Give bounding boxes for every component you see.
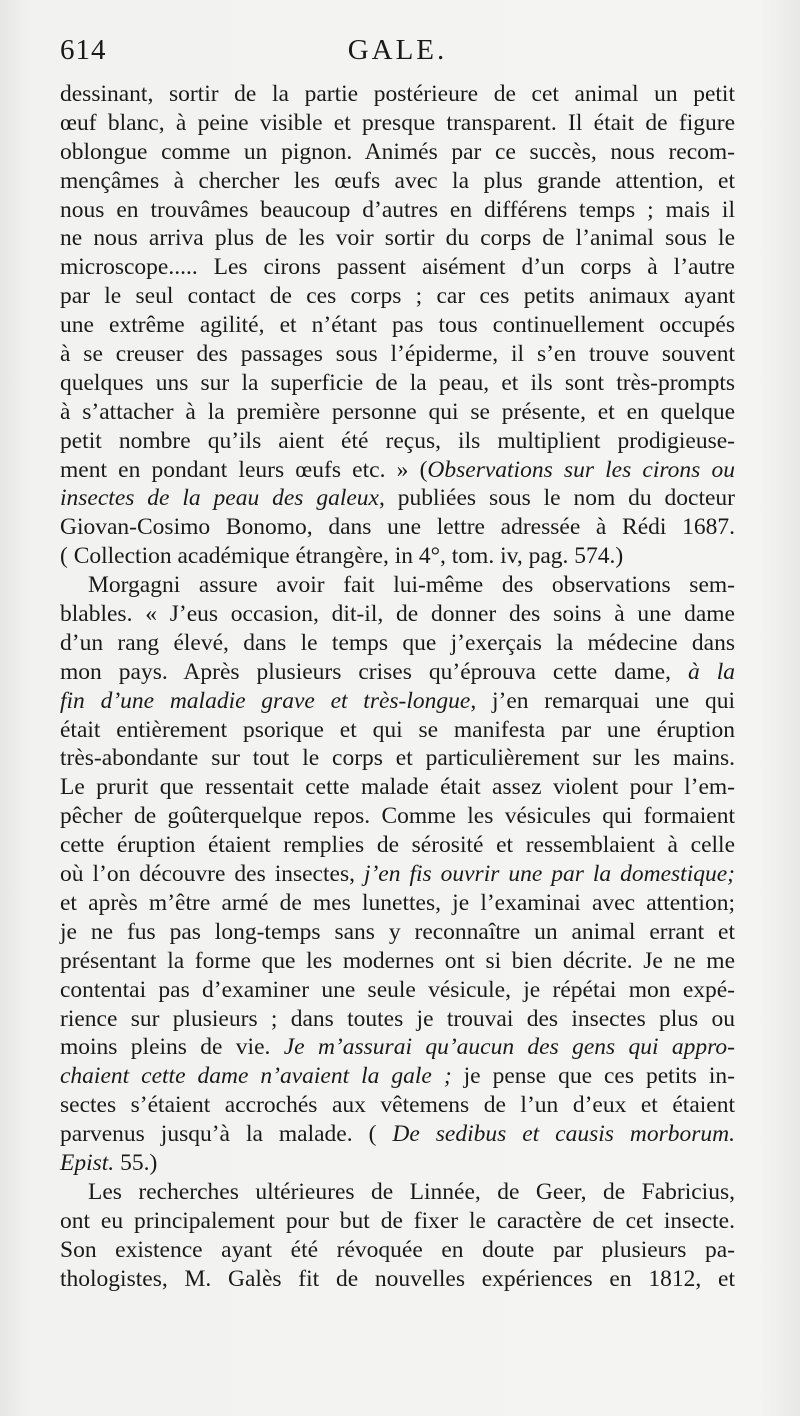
text-segment: oblongue comme un pignon. Animés par ce succès, nous recom- [60,138,735,165]
italic-text: Epist. [60,1149,115,1176]
italic-text: chaient cette dame n’avaient la gale ; [60,1063,452,1090]
text-line [60,456,735,485]
italic-text: Je m’assurai qu’aucun des gens qui appro- [283,1034,735,1061]
text-segment: je ne fus pas long-temps sans y reconnaître un animal errant et [60,918,735,945]
text-line [60,918,735,947]
text-line [60,253,735,282]
text-line [60,600,735,629]
text-line [60,282,735,311]
text-segment: très-abondante sur tout le corps et particulièrement sur les mains. [60,745,735,772]
text-line [60,80,735,109]
text-line [60,773,735,802]
text-line [60,860,735,889]
italic-text: fin d’une maladie grave et très-longue [60,687,471,714]
text-line [60,1207,735,1236]
text-segment: microscope..... Les cirons passent aisément d’un corps à l’autre [60,254,735,281]
text-line [60,484,735,513]
body-text [60,80,735,1293]
text-line [60,571,735,600]
text-line [60,513,735,542]
text-segment: sectes s’étaient accrochés aux vêtemens de l’un d’eux et étaient [60,1092,735,1119]
text-segment: contentai pas d’examiner une seule vésicule, je répétai mon expé- [60,976,735,1003]
text-line [60,1033,735,1062]
text-line [60,542,735,571]
text-line [60,1178,735,1207]
text-segment: rience sur plusieurs ; dans toutes je trouvai des insectes plus ou [60,1005,735,1032]
italic-text: insectes de la peau des galeux [60,485,379,512]
text-segment: thologistes, M. Galès fit de nouvelles expériences en 1812, et [60,1265,735,1292]
italic-text: à la [687,658,736,685]
text-line [60,167,735,196]
text-line [60,744,735,773]
text-segment: Giovan-Cosimo Bonomo, dans une lettre adressée à Rédi 1687. [60,514,735,541]
text-line [60,1265,735,1294]
text-line [60,311,735,340]
text-segment: ont eu principalement pour but de fixer le caractère de cet insecte. [60,1207,735,1234]
text-line [60,716,735,745]
text-segment: était entièrement psorique et qui se manifesta par une éruption [60,716,735,743]
text-segment: ne nous arriva plus de les voir sortir du corps de l’animal sous le [60,225,735,252]
text-segment: moins pleins de vie. [60,1034,284,1061]
text-line [60,398,735,427]
text-segment: où l’on découvre des insectes, [60,861,364,888]
text-line [60,109,735,138]
text-line [60,1005,735,1034]
text-segment: parvenus jusqu’à la malade. ( [60,1121,393,1148]
text-line [60,831,735,860]
text-segment: quelques uns sur la superficie de la peau, et ils sont très-prompts [60,369,735,396]
text-line [60,629,735,658]
text-segment: Le prurit que ressentait cette malade était assez violent pour l’em- [60,774,735,801]
text-line [60,658,735,687]
text-segment: présentant la forme que les modernes ont si bien décrite. Je ne me [60,947,735,974]
text-segment: pêcher de goûterquelque repos. Comme les vésicules qui formaient [60,803,735,830]
text-segment: cette éruption étaient remplies de sérosité et ressemblaient à celle [60,832,735,859]
text-segment: et après m’être armé de mes lunettes, je l’examinai avec attention; [60,889,735,916]
text-line [60,138,735,167]
text-line [60,687,735,716]
text-segment: mon pays. Après plusieurs crises qu’éprouva cette dame, [60,658,688,685]
text-line [60,224,735,253]
text-line [60,889,735,918]
text-segment: mençâmes à chercher les œufs avec la plus grande attention, et [60,167,735,194]
text-segment: je pense que ces petits in- [451,1063,735,1090]
text-line [60,1236,735,1265]
text-line [60,947,735,976]
text-segment: ment en pondant leurs œufs etc. » ( [60,456,428,483]
page-header [60,34,735,74]
italic-text: De sedibus et causis morborum. [392,1121,735,1148]
italic-text: Observations sur les cirons ou [427,456,735,483]
text-line [60,976,735,1005]
text-line [60,802,735,831]
text-line [60,1062,735,1091]
text-segment: œuf blanc, à peine visible et presque transparent. Il était de figure [60,109,735,136]
running-title: GALE. [347,34,448,66]
text-line [60,196,735,225]
text-line [60,1120,735,1149]
text-segment: Morgagni assure avoir fait lui-même des observations sem- [88,572,735,599]
text-segment: nous en trouvâmes beaucoup d’autres en différens temps ; mais il [60,196,735,223]
text-segment: à se creuser des passages sous l’épiderme, il s’en trouve souvent [60,341,735,368]
text-line [60,1091,735,1120]
text-segment: à s’attacher à la première personne qui se présente, et en quelque [60,398,735,425]
text-line [60,1149,735,1178]
text-segment: par le seul contact de ces corps ; car ces petits animaux ayant [60,283,735,310]
text-line [60,340,735,369]
text-segment: dessinant, sortir de la partie postérieure de cet animal un petit [60,81,735,107]
text-segment: Les recherches ultérieures de Linnée, de Geer, de Fabricius, [88,1178,735,1205]
text-segment: ( Collection académique étrangère, in 4°, tom. iv, pag. 574.) [60,543,624,570]
text-segment: blables. « J’eus occasion, dit-il, de donner des soins à une dame [60,601,735,628]
text-segment: d’un rang élevé, dans le temps que j’exerçais la médecine dans [60,629,735,656]
text-line [60,427,735,456]
text-line [60,369,735,398]
text-segment: 55.) [114,1149,158,1176]
text-segment: , publiées sous le nom du docteur [378,485,736,512]
text-segment: une extrême agilité, et n’étant pas tous continuellement occupés [60,312,735,339]
text-segment: , j’en remarquai une qui [470,687,735,714]
text-segment: Son existence ayant été révoquée en doute par plusieurs pa- [60,1236,735,1263]
text-segment: petit nombre qu’ils aient été reçus, ils multiplient prodigieuse- [60,427,735,454]
italic-text: j’en fis ouvrir une par la domestique; [363,861,735,888]
page-number: 614 [60,34,107,66]
